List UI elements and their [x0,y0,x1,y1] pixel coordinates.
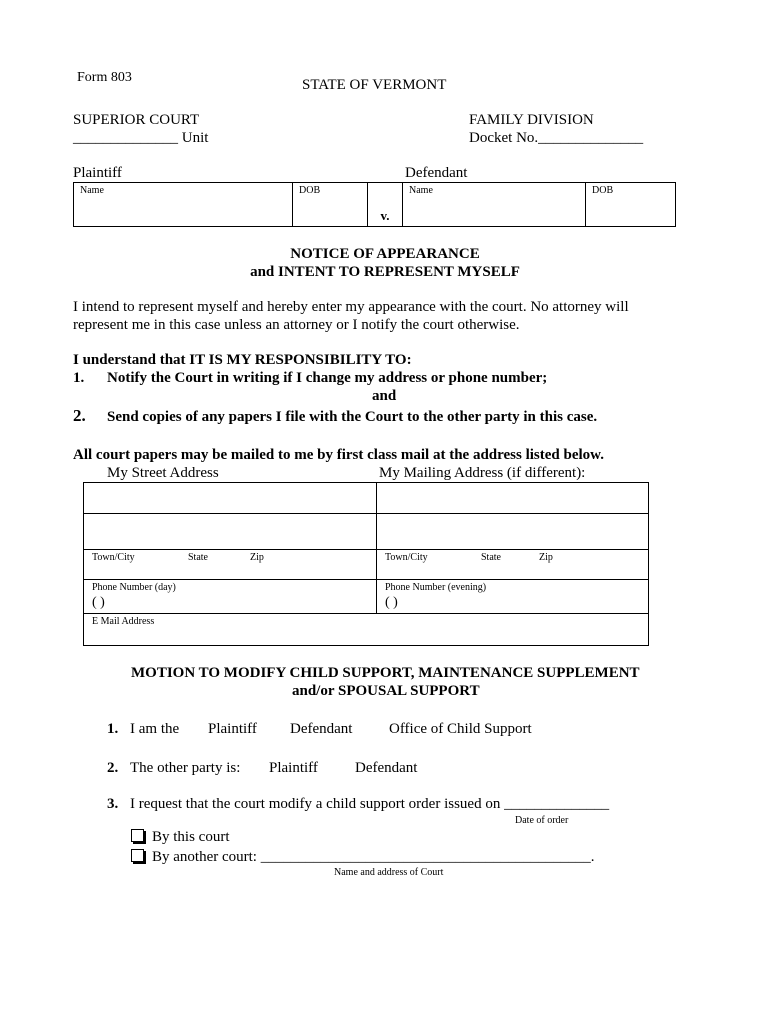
checkbox-icon[interactable] [131,829,144,842]
phone-day-parens: ( ) [92,595,105,610]
division-name: FAMILY DIVISION [469,112,594,128]
mailing-town-label: Town/City [385,552,428,563]
street-state-label: State [188,552,208,563]
by-another-court-label: By another court: ____________________________________________. [152,849,595,865]
street-zip-label: Zip [250,552,264,563]
by-this-court-label: By this court [152,829,230,845]
mailing-state-label: State [481,552,501,563]
court-name: SUPERIOR COURT [73,112,200,128]
mailing-address-line1[interactable] [377,483,649,514]
q2-option-plaintiff[interactable]: Plaintiff [269,760,318,776]
by-another-court-option[interactable] [131,849,594,866]
q1-number: 1. [107,721,119,737]
q3-number: 3. [107,796,119,812]
defendant-name-label: Name [409,185,433,196]
item1-text: Notify the Court in writing if I change my address or phone number; [107,370,548,386]
date-of-order-caption: Date of order [515,815,569,826]
plaintiff-dob-field[interactable] [293,183,368,227]
q2-option-defendant[interactable]: Defendant [355,760,418,776]
street-address-line1[interactable] [84,483,377,514]
street-town-label: Town/City [92,552,135,563]
phone-evening-parens: ( ) [385,595,398,610]
state-title: STATE OF VERMONT [302,77,447,93]
plaintiff-label: Plaintiff [73,165,122,181]
docket-field[interactable]: Docket No.______________ [469,130,644,146]
mailing-address-label: My Mailing Address (if different): [379,465,586,481]
defendant-name-field[interactable] [403,183,586,227]
notice-paragraph-line2: represent me in this case unless an attorney or I notify the court otherwise. [73,317,520,333]
item2-text: Send copies of any papers I file with the Court to the other party in this case. [107,409,598,425]
notice-title-line2: and INTENT TO REPRESENT MYSELF [250,264,520,280]
plaintiff-name-field[interactable] [74,183,293,227]
defendant-label: Defendant [405,165,468,181]
court-name-caption: Name and address of Court [334,867,444,878]
q3-text[interactable]: I request that the court modify a child support order issued on ______________ [130,796,610,812]
street-address-line2[interactable] [84,514,377,550]
phone-day-field[interactable] [84,580,377,614]
q2-number: 2. [107,760,119,776]
plaintiff-dob-label: DOB [299,185,321,196]
q2-text: The other party is: [130,760,241,776]
plaintiff-name-label: Name [80,185,104,196]
form-number: Form 803 [77,70,132,85]
email-field[interactable] [84,614,649,646]
unit-field[interactable]: ______________ Unit [73,130,209,146]
address-table [83,482,649,646]
mailing-town-state-zip[interactable] [377,550,649,580]
mailing-address-line2[interactable] [377,514,649,550]
versus-label: v. [380,208,390,223]
mailing-zip-label: Zip [539,552,553,563]
by-this-court-option[interactable] [131,829,230,846]
q1-option-defendant[interactable]: Defendant [290,721,353,737]
item1-number: 1. [73,370,85,386]
phone-evening-field[interactable] [377,580,649,614]
checkbox-icon[interactable] [131,849,144,862]
item2-number: 2. [73,406,86,425]
q1-option-office-child-support[interactable]: Office of Child Support [389,721,532,737]
responsibility-heading: I understand that IT IS MY RESPONSIBILITY TO: [73,352,412,368]
email-label: E Mail Address [92,616,155,627]
notice-title-line1: NOTICE OF APPEARANCE [290,246,480,262]
defendant-dob-label: DOB [592,185,614,196]
phone-evening-label: Phone Number (evening) [385,582,487,593]
notice-paragraph-line1: I intend to represent myself and hereby enter my appearance with the court. No attorney will [73,299,629,315]
motion-title-line1: MOTION TO MODIFY CHILD SUPPORT, MAINTENANCE SUPPLEMENT [131,665,640,681]
parties-table [73,182,676,227]
q1-text: I am the [130,721,180,737]
phone-day-label: Phone Number (day) [92,582,176,593]
q1-option-plaintiff[interactable]: Plaintiff [208,721,257,737]
versus-cell [368,183,403,227]
street-town-state-zip[interactable] [84,550,377,580]
street-address-label: My Street Address [107,465,219,481]
and-connector: and [372,388,397,404]
defendant-dob-field[interactable] [586,183,676,227]
mail-statement: All court papers may be mailed to me by first class mail at the address listed below. [73,447,604,463]
motion-title-line2: and/or SPOUSAL SUPPORT [292,683,480,699]
